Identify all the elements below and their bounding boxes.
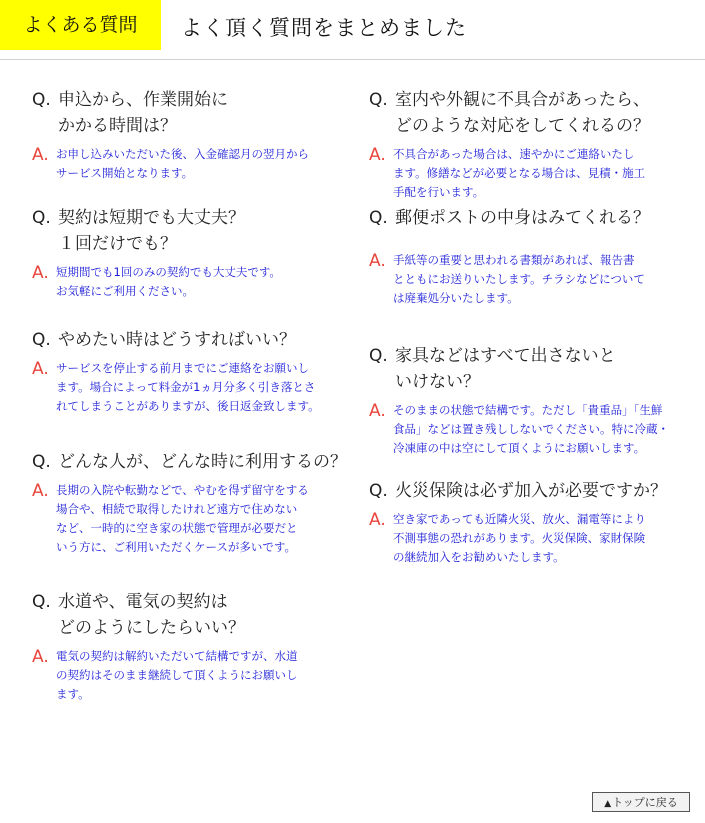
back-to-top-label: トップに戻る <box>612 796 678 809</box>
answer-text: 長期の入院や転勤などで、やむを得ず留守をする 場合や、相続で取得したけれど遠方で住めない など、一時的に空き家の状態で管理が必要だと いう方に、ご利用いただくケースが多いです。 <box>56 483 309 554</box>
page-title: よく頂く質問をまとめました <box>181 16 467 40</box>
answer-mark: A. <box>369 510 386 530</box>
faq-item <box>32 449 352 557</box>
faq-item <box>32 87 352 183</box>
question-mark: Q. <box>32 90 51 110</box>
answer-mark: A. <box>32 263 49 283</box>
faq-item <box>369 343 699 458</box>
answer-text: 不具合があった場合は、速やかにご連絡いたし ます。修繕などが必要となる場合は、見積・施工 手配を行います。 <box>393 147 646 199</box>
question-text: 申込から、作業開始に かかる時間は？ <box>58 90 228 136</box>
question-mark: Q. <box>369 90 388 110</box>
faq-item <box>369 478 699 567</box>
answer-mark: A. <box>369 401 386 421</box>
answer-mark: A. <box>32 145 49 165</box>
answer-mark: A. <box>32 481 49 501</box>
question-text: やめたい時はどうすればいい？ <box>58 330 296 350</box>
question-mark: Q. <box>32 452 51 472</box>
faq-item <box>32 327 352 416</box>
answer-text: 手紙等の重要と思われる書類があれば、報告書 とともにお送りいたします。チラシなどについて は廃棄処分いたします。 <box>393 253 645 305</box>
page-header <box>0 0 705 60</box>
answer-mark: A. <box>32 647 49 667</box>
question-mark: Q. <box>369 346 388 366</box>
answer-mark: A. <box>369 251 386 271</box>
faq-item <box>369 205 699 308</box>
faq-item <box>32 205 352 301</box>
question-text: 契約は短期でも大丈夫？ １回だけでも？ <box>58 208 245 254</box>
answer-mark: A. <box>32 359 49 379</box>
question-text: 家具などはすべて出さないと いけない？ <box>395 346 616 392</box>
question-text: 火災保険は必ず加入が必要ですか？ <box>395 481 667 501</box>
question-text: 室内や外観に不具合があったら、 どのような対応をしてくれるの？ <box>395 90 650 136</box>
question-mark: Q. <box>369 208 388 228</box>
faq-item <box>32 589 352 704</box>
header-divider <box>0 59 705 60</box>
answer-text: 空き家であっても近隣火災、放火、漏電等により 不測事態の恐れがあります。火災保険、家財保険 の継続加入をお勧めいたします。 <box>393 512 646 564</box>
faq-tab-label: よくある質問 <box>0 0 161 50</box>
question-text: 水道や、電気の契約は どのようにしたらいい？ <box>58 592 245 638</box>
back-to-top-button[interactable] <box>592 792 690 812</box>
triangle-up-icon: ▲ <box>604 799 612 809</box>
answer-text: サービスを停止する前月までにご連絡をお願いし ます。場合によって料金が1ヵ月分多く引き落とさ れてしまうことがありますが、後日返金致します。 <box>56 361 320 413</box>
question-mark: Q. <box>32 330 51 350</box>
question-mark: Q. <box>369 481 388 501</box>
answer-mark: A. <box>369 145 386 165</box>
faq-item <box>369 87 699 202</box>
question-mark: Q. <box>32 208 51 228</box>
answer-text: 短期間でも1回のみの契約でも大丈夫です。 お気軽にご利用ください。 <box>56 265 281 298</box>
answer-text: お申し込みいただいた後、入金確認月の翌月から サービス開始となります。 <box>56 147 309 180</box>
question-mark: Q. <box>32 592 51 612</box>
question-text: どんな人が、どんな時に利用するの？ <box>58 452 347 472</box>
question-text: 郵便ポストの中身はみてくれる？ <box>395 208 650 228</box>
answer-text: そのままの状態で結構です。ただし「貴重品」「生鮮 食品」などは置き残ししないでください。特に冷蔵・ 冷凍庫の中は空にして頂くようにお願いします。 <box>393 403 669 455</box>
answer-text: 電気の契約は解約いただいて結構ですが、水道 の契約はそのまま継続して頂くようにお願いし ます。 <box>56 649 298 701</box>
